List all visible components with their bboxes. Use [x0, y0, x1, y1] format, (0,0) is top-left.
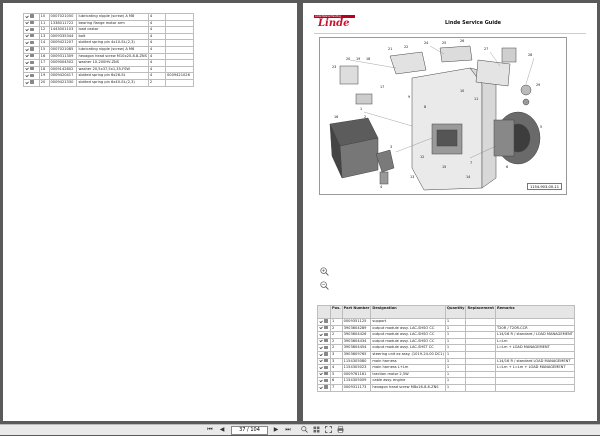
header-replacement: Replacement	[466, 306, 495, 319]
part-number-cell: 0009142802	[49, 66, 77, 73]
replacement-cell	[466, 371, 495, 378]
zoom-out-icon[interactable]	[320, 275, 329, 284]
add-to-cart-icon[interactable]	[324, 359, 328, 362]
page-left	[3, 3, 297, 421]
select-checkmark-icon[interactable]	[25, 61, 28, 64]
add-to-cart-icon[interactable]	[324, 379, 328, 382]
designation-cell: bolt	[77, 33, 148, 40]
designation-cell: traction motor 2,5W	[371, 371, 445, 378]
quantity-cell: 1	[445, 325, 466, 332]
part-number-cell: 0009421207	[49, 40, 77, 47]
row-actions	[318, 351, 331, 358]
quantity-cell: 4	[148, 20, 165, 27]
remarks-cell: L=Lm	[495, 338, 574, 345]
part-number-cell: 0009004502	[49, 60, 77, 67]
designation-cell: hexagon head screw M8x16-8.8-ZNS	[371, 384, 445, 391]
select-checkmark-icon[interactable]	[25, 74, 28, 77]
table-row	[318, 365, 575, 372]
select-checkmark-icon[interactable]	[319, 359, 322, 362]
pos-cell: 17	[39, 60, 49, 67]
replacement-cell	[466, 332, 495, 339]
header-part-number: Part Number	[342, 306, 371, 319]
replacement-cell	[466, 338, 495, 345]
select-checkmark-icon[interactable]	[25, 41, 28, 44]
add-to-cart-icon[interactable]	[324, 385, 328, 388]
add-to-cart-icon[interactable]	[30, 54, 34, 57]
replacement-cell	[466, 384, 495, 391]
table-row	[318, 384, 575, 391]
svg-text:26: 26	[460, 39, 465, 43]
header-quantity: Quantity	[445, 306, 466, 319]
remarks-cell	[495, 371, 574, 378]
designation-cell: output module assy. LAC-SHSO CC	[371, 332, 445, 339]
table-row	[24, 14, 194, 21]
remarks-cell	[166, 66, 194, 73]
designation-cell: cable assy. engine	[371, 378, 445, 385]
select-checkmark-icon[interactable]	[25, 21, 28, 24]
header-designation: Designation	[371, 306, 445, 319]
row-actions	[24, 20, 40, 27]
quantity-cell: 4	[148, 46, 165, 53]
remarks-cell	[495, 378, 574, 385]
remarks-cell	[495, 384, 574, 391]
part-number-cell: 0009351125	[342, 319, 371, 326]
select-checkmark-icon[interactable]	[25, 54, 28, 57]
quantity-cell: 4	[148, 60, 165, 67]
part-number-cell: 3903604289	[342, 325, 371, 332]
row-actions	[318, 319, 331, 326]
quantity-cell: 4	[148, 14, 165, 21]
add-to-cart-icon[interactable]	[324, 366, 328, 369]
quantity-cell: 1	[445, 378, 466, 385]
table-row	[318, 378, 575, 385]
add-to-cart-icon[interactable]	[324, 326, 328, 329]
add-to-cart-icon[interactable]	[324, 352, 328, 355]
remarks-cell	[166, 33, 194, 40]
table-row	[318, 332, 575, 339]
zoom-toolbar-icon[interactable]	[300, 426, 308, 434]
remarks-cell	[166, 14, 194, 21]
add-to-cart-icon[interactable]	[324, 372, 328, 375]
pos-cell: 2	[331, 338, 343, 345]
select-checkmark-icon[interactable]	[25, 67, 28, 70]
svg-text:8: 8	[424, 105, 427, 109]
row-actions	[24, 46, 40, 53]
row-actions	[318, 338, 331, 345]
remarks-cell: L=Lm + LOAD MANAGEMENT	[495, 345, 574, 352]
header-actions	[318, 306, 331, 319]
add-to-cart-icon[interactable]	[30, 47, 34, 50]
page-title: Linde Service Guide	[445, 20, 502, 26]
pos-cell: 5	[331, 371, 343, 378]
remarks-cell	[166, 46, 194, 53]
designation-cell: main harness	[371, 358, 445, 365]
part-number-cell: 3903604434	[342, 338, 371, 345]
row-actions	[24, 66, 40, 73]
row-actions	[318, 371, 331, 378]
replacement-cell	[466, 345, 495, 352]
table-row	[318, 319, 575, 326]
prev-page-icon[interactable]: ◀	[219, 426, 225, 433]
diagram-drawing	[320, 38, 566, 194]
part-number-cell: 3903609765	[342, 351, 371, 358]
parts-table-continued	[23, 13, 194, 87]
add-to-cart-icon[interactable]	[324, 339, 328, 342]
row-actions	[24, 33, 40, 40]
svg-text:16: 16	[334, 115, 339, 119]
quantity-cell: 1	[445, 319, 466, 326]
pos-cell: 13	[39, 33, 49, 40]
svg-text:12: 12	[420, 155, 425, 159]
designation-cell: main harness L+Lm	[371, 365, 445, 372]
part-number-cell: 0007021085	[49, 46, 77, 53]
table-row	[24, 79, 194, 86]
designation-cell: bearing flange motor arm	[77, 20, 148, 27]
select-checkmark-icon[interactable]	[25, 28, 28, 31]
remarks-cell	[166, 20, 194, 27]
pos-cell: 2	[331, 345, 343, 352]
header-pos: Pos.	[331, 306, 343, 319]
row-actions	[318, 345, 331, 352]
add-to-cart-icon[interactable]	[30, 14, 34, 17]
pos-cell: 3	[331, 351, 343, 358]
pos-cell: 16	[39, 53, 49, 60]
page-right	[303, 3, 597, 421]
part-number-cell: 0009421330	[49, 79, 77, 86]
table-row	[24, 27, 194, 34]
pos-cell: 6	[331, 378, 343, 385]
svg-text:19: 19	[356, 57, 361, 61]
pos-cell: 11	[39, 20, 49, 27]
svg-text:17: 17	[380, 85, 385, 89]
quantity-cell: 1	[445, 384, 466, 391]
thumbnails-icon[interactable]	[312, 426, 320, 434]
table-row	[318, 338, 575, 345]
zoom-in-icon[interactable]	[320, 261, 329, 270]
first-page-icon[interactable]: ⏮	[207, 426, 213, 433]
svg-text:6: 6	[506, 165, 509, 169]
quantity-cell: 1	[445, 358, 466, 365]
quantity-cell: 4	[148, 73, 165, 80]
remarks-cell	[166, 27, 194, 34]
add-to-cart-icon[interactable]	[30, 34, 34, 37]
row-actions	[24, 60, 40, 67]
remarks-cell: L14/16 R / standard / LOAD MANAGEMENT	[495, 332, 574, 339]
replacement-cell	[466, 365, 495, 372]
remarks-cell: 0009421026	[166, 73, 194, 80]
row-actions	[318, 358, 331, 365]
page-header	[314, 15, 586, 34]
quantity-cell: 1	[445, 332, 466, 339]
svg-text:27: 27	[484, 47, 489, 51]
svg-text:1: 1	[360, 107, 363, 111]
table-row	[24, 53, 194, 60]
part-number-cell: 0009761161	[342, 371, 371, 378]
pos-cell: 2	[331, 332, 343, 339]
remarks-cell	[495, 319, 574, 326]
quantity-cell: 4	[148, 33, 165, 40]
select-checkmark-icon[interactable]	[319, 346, 322, 349]
table-row	[24, 66, 194, 73]
svg-text:18: 18	[366, 57, 371, 61]
pos-cell: 4	[331, 365, 343, 372]
select-checkmark-icon[interactable]	[319, 339, 322, 342]
row-actions	[24, 27, 40, 34]
designation-cell: slotted spring pin 6x26-St	[77, 73, 148, 80]
fullscreen-icon[interactable]	[324, 426, 332, 434]
pos-cell: 12	[39, 27, 49, 34]
svg-text:4: 4	[380, 185, 383, 189]
select-checkmark-icon[interactable]	[25, 80, 28, 83]
select-checkmark-icon[interactable]	[25, 47, 28, 50]
replacement-cell	[466, 325, 495, 332]
remarks-cell: L14/16 R / standard LOAD MANAGEMENT	[495, 358, 574, 365]
svg-text:2: 2	[364, 115, 367, 119]
select-checkmark-icon[interactable]	[25, 34, 28, 37]
table-row	[24, 46, 194, 53]
pos-cell: 15	[39, 46, 49, 53]
row-actions	[318, 365, 331, 372]
add-to-cart-icon[interactable]	[324, 319, 328, 322]
quantity-cell: 4	[148, 66, 165, 73]
designation-cell: output module assy. LAC-SHSO CC	[371, 325, 445, 332]
row-actions	[24, 14, 40, 21]
select-checkmark-icon[interactable]	[319, 319, 322, 322]
quantity-cell: 1	[445, 371, 466, 378]
row-actions	[318, 332, 331, 339]
svg-text:9: 9	[408, 95, 411, 99]
designation-cell: lubricating nipple (screw) A M6	[77, 46, 148, 53]
remarks-cell	[166, 53, 194, 60]
row-actions	[24, 53, 40, 60]
row-actions	[318, 325, 331, 332]
part-number-cell: 0007021050	[49, 14, 77, 21]
designation-cell: slotted spring pin 6x40-St-(2,3)	[77, 79, 148, 86]
logo-tagline: Linde Material Handling	[314, 15, 355, 18]
part-number-cell: 1154305023	[342, 365, 371, 372]
svg-text:14: 14	[466, 175, 471, 179]
print-icon[interactable]	[336, 426, 344, 434]
part-number-cell: 1443001103	[49, 27, 77, 34]
pos-cell: 7	[331, 384, 343, 391]
designation-cell: load castor	[77, 27, 148, 34]
parts-table	[317, 305, 575, 392]
quantity-cell: 1	[445, 351, 466, 358]
remarks-cell: T20R / T20R-CCR	[495, 325, 574, 332]
svg-text:28: 28	[528, 53, 533, 57]
select-checkmark-icon[interactable]	[319, 366, 322, 369]
quantity-cell: 1	[445, 338, 466, 345]
svg-text:29: 29	[536, 83, 541, 87]
part-number-cell: 0009335344	[49, 33, 77, 40]
remarks-cell	[166, 79, 194, 86]
remarks-cell	[495, 351, 574, 358]
part-number-cell: 3903604454	[342, 345, 371, 352]
table-row	[24, 60, 194, 67]
exploded-parts-diagram	[319, 37, 567, 195]
designation-cell: hexagon head screw M10x20-8.8-ZNS	[77, 53, 148, 60]
diagram-reference-number: 1154-903-00-11	[527, 183, 562, 190]
svg-text:22: 22	[404, 45, 409, 49]
select-checkmark-icon[interactable]	[319, 333, 322, 336]
designation-cell: output module assy. LAC-SHSO CC	[371, 338, 445, 345]
pos-cell: 18	[39, 66, 49, 73]
add-to-cart-icon[interactable]	[30, 80, 34, 83]
table-row	[318, 325, 575, 332]
svg-text:3: 3	[390, 145, 393, 149]
table-row	[318, 371, 575, 378]
add-to-cart-icon[interactable]	[30, 67, 34, 70]
last-page-icon[interactable]: ⏭	[285, 426, 291, 433]
pos-cell: 1	[331, 319, 343, 326]
designation-cell: output module assy. LAC-SHST CC	[371, 345, 445, 352]
quantity-cell: 4	[148, 27, 165, 34]
part-number-cell: 1338011722	[49, 20, 77, 27]
table-row	[24, 33, 194, 40]
part-number-cell: 0009420417	[49, 73, 77, 80]
part-number-cell: 1154305080	[342, 358, 371, 365]
svg-text:7: 7	[470, 161, 473, 165]
part-number-cell: 3903604426	[342, 332, 371, 339]
quantity-cell: 1	[445, 365, 466, 372]
table-row	[318, 345, 575, 352]
add-to-cart-icon[interactable]	[324, 346, 328, 349]
row-actions	[24, 79, 40, 86]
svg-text:10: 10	[460, 89, 465, 93]
replacement-cell	[466, 351, 495, 358]
pos-cell: 14	[39, 40, 49, 47]
quantity-cell: 4	[148, 53, 165, 60]
linde-logo	[314, 15, 356, 30]
part-number-cell: 0009311173	[342, 384, 371, 391]
replacement-cell	[466, 378, 495, 385]
quantity-cell: 2	[148, 79, 165, 86]
table-row	[318, 351, 575, 358]
header-remarks: Remarks	[495, 306, 574, 319]
designation-cell: washer 10-200HV-ZNS	[77, 60, 148, 67]
add-to-cart-icon[interactable]	[324, 333, 328, 336]
part-number-cell: 1154305009	[342, 378, 371, 385]
select-checkmark-icon[interactable]	[319, 352, 322, 355]
pos-cell: 2	[331, 325, 343, 332]
page-number-input[interactable]: 37 / 104	[231, 426, 268, 435]
row-actions	[24, 40, 40, 47]
select-checkmark-icon[interactable]	[319, 385, 322, 388]
remarks-cell	[166, 60, 194, 67]
replacement-cell	[466, 319, 495, 326]
logo-wordmark: Linde	[318, 18, 350, 29]
add-to-cart-icon[interactable]	[30, 28, 34, 31]
remarks-cell	[166, 40, 194, 47]
row-actions	[318, 384, 331, 391]
quantity-cell: 1	[445, 345, 466, 352]
designation-cell: support	[371, 319, 445, 326]
svg-text:13: 13	[410, 175, 415, 179]
add-to-cart-icon[interactable]	[30, 21, 34, 24]
part-number-cell: 0009311309	[49, 53, 77, 60]
svg-text:5: 5	[540, 125, 543, 129]
designation-cell: steering unit ez assy. (1019-24-00 DC1)	[371, 351, 445, 358]
svg-text:25: 25	[442, 41, 447, 45]
select-checkmark-icon[interactable]	[319, 372, 322, 375]
table-row	[24, 20, 194, 27]
table-row	[318, 358, 575, 365]
svg-text:20: 20	[346, 57, 351, 61]
row-actions	[24, 73, 40, 80]
viewer-toolbar	[0, 424, 600, 435]
replacement-cell	[466, 358, 495, 365]
pos-cell: 20	[39, 79, 49, 86]
select-checkmark-icon[interactable]	[319, 379, 322, 382]
select-checkmark-icon[interactable]	[319, 326, 322, 329]
add-to-cart-icon[interactable]	[30, 74, 34, 77]
svg-text:21: 21	[388, 47, 393, 51]
pos-cell: 10	[39, 14, 49, 21]
table-row	[24, 73, 194, 80]
pos-cell: 19	[39, 73, 49, 80]
svg-text:11: 11	[474, 97, 479, 101]
pos-cell: 3	[331, 358, 343, 365]
svg-text:23: 23	[332, 65, 337, 69]
svg-text:15: 15	[442, 165, 447, 169]
designation-cell: washer 20,5x37,5x1,35-FSW	[77, 66, 148, 73]
designation-cell: slotted spring pin 4x10-St-(2,3)	[77, 40, 148, 47]
quantity-cell: 4	[148, 40, 165, 47]
remarks-cell: L=Lm + L=Lm + LOAD MANAGEMENT	[495, 365, 574, 372]
select-checkmark-icon[interactable]	[25, 14, 28, 17]
next-page-icon[interactable]: ▶	[273, 426, 279, 433]
designation-cell: lubricating nipple (screw) A M8	[77, 14, 148, 21]
row-actions	[318, 378, 331, 385]
add-to-cart-icon[interactable]	[30, 41, 34, 44]
svg-text:24: 24	[424, 41, 429, 45]
table-row	[24, 40, 194, 47]
add-to-cart-icon[interactable]	[30, 61, 34, 64]
